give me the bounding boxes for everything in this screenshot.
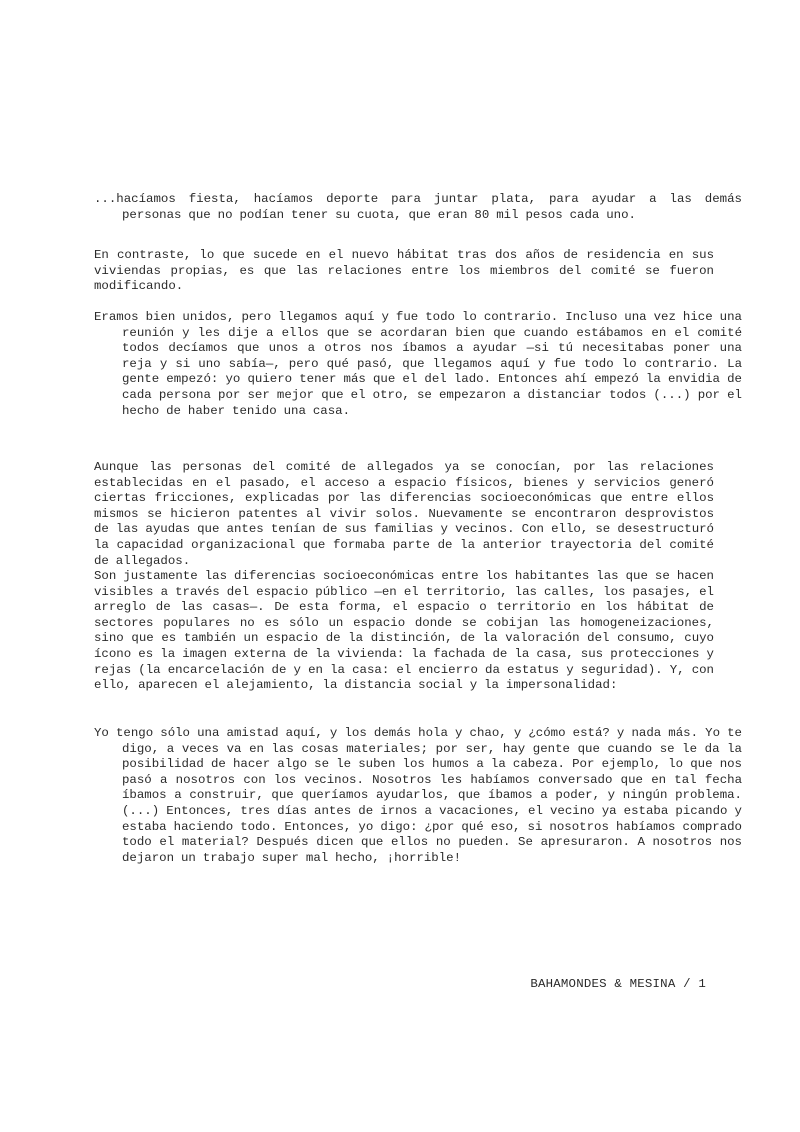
quote-block-amistad: Yo tengo sólo una amistad aquí, y los demás hola y chao, y ¿cómo está? y nada más. Yo te digo, a veces va en las cosas materiales; por ser, hay gente que cuando se le da la posibilidad de hacer algo se le suben los humos a la cabeza. Por ejemplo, lo que nos pasó a nosotros con los vecinos. Nosotros les habíamos conversado que en tal fecha íbamos a construir, que queríamos ayudarlos, que íbamos a poder, y ningún problema. (...) Entonces, tres días antes de irnos a vacaciones, el vecino ya estaba picando y estaba haciendo todo. Entonces, yo digo: ¿por qué eso, si nosotros habíamos comprado todo el material? Después dicen que ellos no pueden. Se apresuraron. A nosotros nos dejaron un trabajo super mal hecho, ¡horrible! xyxy=(94,726,742,865)
paragraph-allegados: Aunque las personas del comité de allegados ya se conocían, por las relaciones establecidas en el pasado, el acceso a espacio físicos, bienes y servicios generó ciertas fricciones, explicadas por las diferencias socioeconómicas que entre ellos mismos se hicieron patentes al vivir solos. Nuevamente se encontraron desprovistos de las ayudas que antes tenían de sus familias y vecinos. Con ello, se desestructuró la capacidad organizacional que formaba parte de la anterior trayectoria del comité de allegados. xyxy=(94,460,714,568)
paragraph-diferencias: Son justamente las diferencias socioeconómicas entre los habitantes las que se hacen visibles a través del espacio público —en el territorio, las calles, los pasajes, el arreglo de las casas—. De esta forma, el espacio o territorio en los hábitat de sectores populares no es sólo un espacio donde se cobijan las homogeneizaciones, sino que es también un espacio de la distinción, de la valoración del consumo, cuyo ícono es la imagen externa de la vivienda: la fachada de la casa, sus protecciones y rejas (la encarcelación de y en la casa: el encierro da estatus y seguridad). Y, con ello, aparecen el alejamiento, la distancia social y la impersonalidad: xyxy=(94,569,714,693)
page-footer: BAHAMONDES & MESINA / 1 xyxy=(530,977,706,991)
quote-block-unidos: Eramos bien unidos, pero llegamos aquí y fue todo lo contrario. Incluso una vez hice una reunión y les dije a ellos que se acordaran bien que cuando estábamos en el comité todos decíamos que unos a otros nos íbamos a ayudar —si tú necesitabas poner una reja y si uno sabía—, pero qué pasó, que llegamos aquí y fue todo lo contrario. La gente empezó: yo quiero tener más que el del lado. Entonces ahí empezó la envidia de cada persona por ser mejor que el otro, se empezaron a distanciar todos (...) por el hecho de haber tenido una casa. xyxy=(94,310,742,418)
paragraph-contrast: En contraste, lo que sucede en el nuevo hábitat tras dos años de residencia en sus viviendas propias, es que las relaciones entre los miembros del comité se fueron modificando. xyxy=(94,248,714,294)
quote-block-fiesta: ...hacíamos fiesta, hacíamos deporte para juntar plata, para ayudar a las demás personas que no podían tener su cuota, que eran 80 mil pesos cada uno. xyxy=(94,192,742,222)
